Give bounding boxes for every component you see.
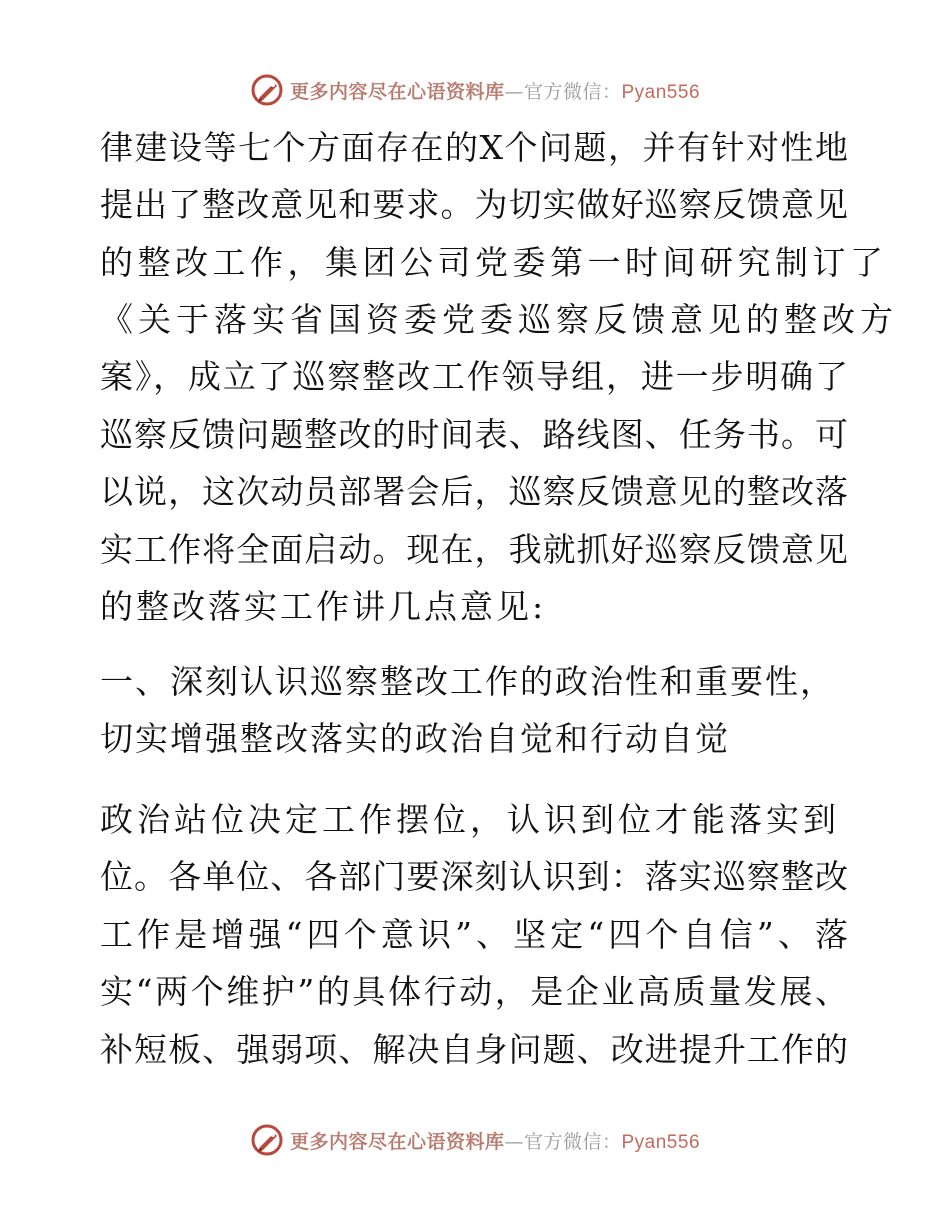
text-line: 工作是增强“四个意识”、坚定“四个自信”、落 [100, 915, 848, 954]
section-heading-line: 切实增强整改落实的政治自觉和行动自觉 [100, 719, 730, 758]
watermark-separator: — [504, 80, 524, 103]
text-line: 律建设等七个方面存在的X个问题，并有针对性地 [100, 128, 848, 167]
watermark-id: Pyan556 [621, 1131, 701, 1153]
section-heading-line: 一、深刻认识巡察整改工作的政治性和重要性， [100, 662, 835, 701]
watermark-text [290, 1127, 700, 1154]
watermark-text [290, 77, 700, 104]
text-line: 的整改工作，集团公司党委第一时间研究制订了 [100, 243, 888, 282]
text-line: 位。各单位、各部门要深刻认识到：落实巡察整改 [100, 857, 848, 896]
text-line: 补短板、强弱项、解决自身问题、改进提升工作的 [100, 1030, 848, 1069]
text-line: 提出了整改意见和要求。为切实做好巡察反馈意见 [100, 185, 848, 224]
text-line: 实“两个维护”的具体行动，是企业高质量发展、 [100, 972, 848, 1011]
footer-watermark [0, 1120, 950, 1160]
watermark-label: 官方微信： [523, 80, 622, 103]
watermark-separator: — [504, 1130, 524, 1153]
text-line: 政治站位决定工作摆位，认识到位才能落实到 [100, 800, 840, 839]
watermark-label: 官方微信： [523, 1130, 622, 1153]
watermark-id: Pyan556 [621, 81, 701, 103]
text-line: 案》，成立了巡察整改工作领导组，进一步明确了 [100, 357, 848, 396]
header-watermark [0, 70, 950, 110]
text-line: 《关于落实省国资委党委巡察反馈意见的整改方 [100, 300, 898, 339]
text-line: 的整改落实工作讲几点意见: [100, 587, 547, 626]
pen-logo-icon [250, 73, 284, 107]
watermark-main: 更多内容尽在心语资料库 [289, 80, 505, 103]
watermark-main: 更多内容尽在心语资料库 [289, 1130, 505, 1153]
pen-logo-icon [250, 1123, 284, 1157]
text-line: 以说，这次动员部署会后，巡察反馈意见的整改落 [100, 472, 848, 511]
text-line: 实工作将全面启动。现在，我就抓好巡察反馈意见 [100, 530, 848, 569]
text-line: 巡察反馈问题整改的时间表、路线图、任务书。可 [100, 415, 848, 454]
